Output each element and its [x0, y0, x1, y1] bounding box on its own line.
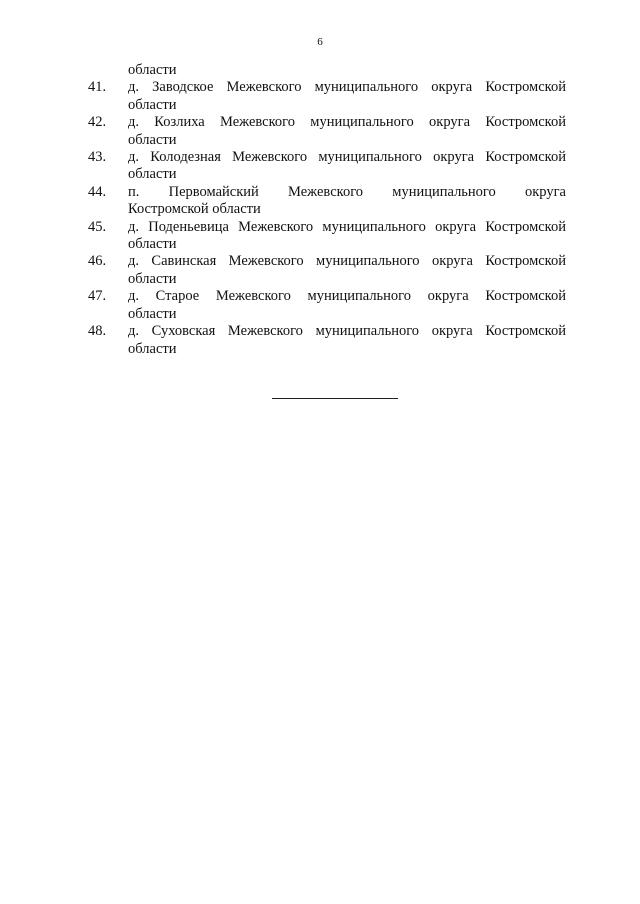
settlement-list [88, 62, 566, 358]
list-item [88, 323, 566, 358]
continuation-line: области [128, 62, 177, 78]
item-line-2: области [128, 131, 177, 148]
list-item [88, 184, 566, 219]
item-number: 43. [88, 149, 107, 166]
item-number: 44. [88, 183, 107, 200]
item-text [128, 149, 566, 184]
item-line-1: д. Поденьевица Межевского муниципального округа Костромской [128, 218, 566, 235]
item-text [128, 219, 566, 254]
item-text [128, 114, 566, 149]
list-item [88, 219, 566, 254]
item-number: 48. [88, 323, 107, 340]
item-line-1: д. Савинская Межевского муниципального округа Костромской [128, 253, 566, 270]
item-text [128, 253, 566, 288]
item-number: 45. [88, 218, 107, 235]
list-item [88, 253, 566, 288]
item-number: 42. [88, 114, 107, 131]
item-line-1: д. Заводское Межевского муниципального округа Костромской [128, 79, 566, 96]
item-number: 46. [88, 253, 107, 270]
item-line-1: д. Суховская Межевского муниципального округа Костромской [128, 323, 566, 340]
item-line-2: области [128, 270, 177, 287]
list-item [88, 149, 566, 184]
item-line-2: Костромской области [128, 201, 261, 218]
item-number: 47. [88, 288, 107, 305]
item-line-1: п. Первомайский Межевского муниципального округа [128, 183, 566, 200]
list-item [88, 288, 566, 323]
item-line-2: области [128, 305, 177, 322]
item-line-1: д. Козлиха Межевского муниципального округа Костромской [128, 114, 566, 131]
item-line-2: области [128, 236, 177, 253]
item-text [128, 184, 566, 219]
item-line-1: д. Старое Межевского муниципального округа Костромской [128, 288, 566, 305]
item-line-1: д. Колодезная Межевского муниципального округа Костромской [128, 149, 566, 166]
item-number: 41. [88, 79, 107, 96]
item-line-2: области [128, 340, 177, 357]
list-item [88, 114, 566, 149]
item-text [128, 79, 566, 114]
end-separator-line [272, 398, 398, 399]
item-line-2: области [128, 96, 177, 113]
item-text [128, 323, 566, 358]
item-line-2: области [128, 166, 177, 183]
list-item [88, 79, 566, 114]
page-number: 6 [317, 36, 323, 48]
item-text [128, 288, 566, 323]
